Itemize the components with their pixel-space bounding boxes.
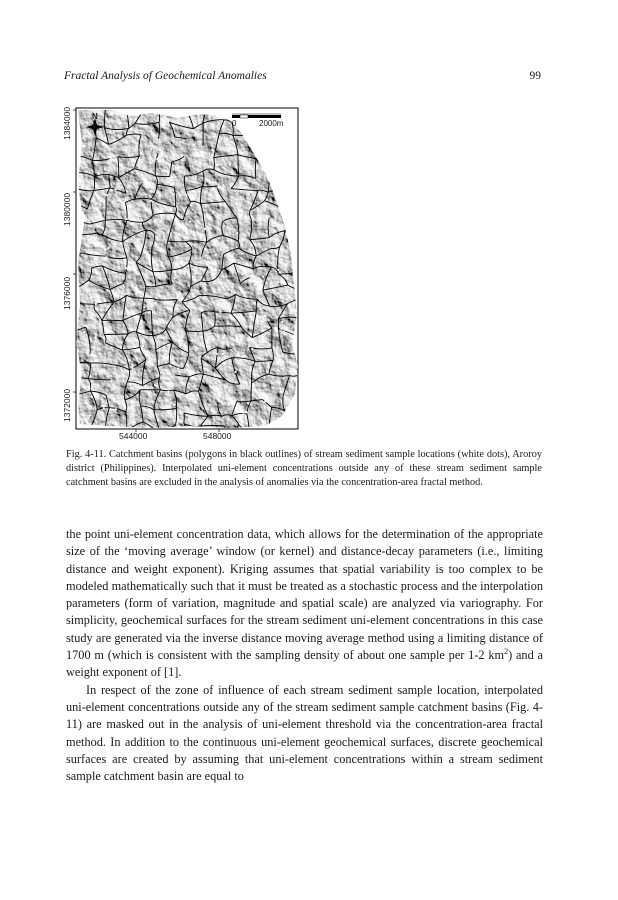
sample-dot	[216, 164, 218, 166]
sample-dot	[150, 162, 152, 164]
sample-dot	[83, 145, 85, 147]
sample-dot	[113, 131, 115, 133]
sample-dot	[156, 158, 158, 160]
sample-dot	[281, 258, 283, 260]
sample-dot	[277, 281, 279, 283]
page-header	[64, 70, 541, 86]
sample-dot	[211, 155, 213, 157]
sample-dot	[105, 256, 107, 258]
sample-dot	[94, 337, 96, 339]
sample-dot	[89, 414, 91, 416]
sample-dot	[222, 353, 224, 355]
sample-dot	[150, 200, 152, 202]
sample-dot	[204, 287, 206, 289]
sample-dot	[236, 232, 238, 234]
sample-dot	[245, 411, 247, 413]
sample-dot	[228, 288, 230, 290]
sample-dot	[272, 290, 274, 292]
sample-dot	[142, 345, 144, 347]
sample-dot	[217, 186, 219, 188]
sample-dot	[90, 297, 92, 299]
sample-dot	[194, 385, 196, 387]
sample-dot	[101, 405, 103, 407]
sample-dot	[148, 182, 150, 184]
sample-dot	[154, 384, 156, 386]
paragraph-1-end: ) and a weight exponent of [1].	[66, 648, 543, 680]
sample-dot	[110, 156, 112, 158]
sample-dot	[194, 400, 196, 402]
sample-dot	[161, 170, 163, 172]
sample-dot	[143, 306, 145, 308]
sample-dot	[193, 144, 195, 146]
sample-dot	[90, 396, 92, 398]
sample-dot	[180, 318, 182, 320]
sample-dot	[280, 328, 282, 330]
scale-end-label: 2000m	[259, 119, 284, 128]
sample-dot	[115, 408, 117, 410]
paragraph-1-text: the point uni-element concentration data, which allows for the determination of the appropriate size of the ‘moving average’ window (or kernel) and distance-decay parameters (i.e., limiting distance and weight exponent). Kriging assumes that spatial variability is too complex to be modeled mathematically such that it must be treated as a stochastic process and the interpolation parameters (form of variation, magnitude and spatial scale) are analyzed via variography. For simplicity, geochemical surfaces for the stream sediment uni-element concentrations in this case study are generated via the inverse distance moving average method using a limiting distance of 1700 m (which is consistent with the sampling density of about one sample per 1-2 km	[66, 527, 543, 663]
sample-dot	[235, 381, 237, 383]
sample-dot	[262, 276, 264, 278]
sample-dot	[82, 187, 84, 189]
sample-dot	[131, 377, 133, 379]
paragraph-1	[66, 526, 543, 682]
sample-dot	[104, 168, 106, 170]
sample-dot	[239, 335, 241, 337]
sample-dot	[283, 377, 285, 379]
sample-dot	[107, 247, 109, 249]
sample-dot	[235, 371, 237, 373]
sample-dot	[251, 348, 253, 350]
sample-dot	[216, 239, 218, 241]
sample-dot	[125, 218, 127, 220]
sample-dot	[93, 346, 95, 348]
sample-dot	[114, 188, 116, 190]
sample-dot	[95, 303, 97, 305]
sample-dot	[226, 138, 228, 140]
y-tick-label: 1376000	[62, 276, 72, 310]
y-tick-label: 1384000	[62, 106, 72, 140]
y-tick-label: 1372000	[62, 388, 72, 422]
sample-dot	[215, 254, 217, 256]
figure-catchment-map	[60, 104, 320, 444]
sample-dot	[150, 148, 152, 150]
sample-dot	[83, 331, 85, 333]
sample-dot	[168, 391, 170, 393]
sample-dot	[239, 216, 241, 218]
sample-dot	[131, 367, 133, 369]
sample-dot	[228, 403, 230, 405]
sample-dot	[148, 255, 150, 257]
sample-dot	[106, 194, 108, 196]
sample-dot	[281, 321, 283, 323]
sample-dot	[219, 311, 221, 313]
y-tick-label: 1380000	[62, 192, 72, 226]
sample-dot	[283, 330, 285, 332]
superscript: 2	[504, 646, 509, 656]
sample-dot	[249, 248, 251, 250]
sample-dot	[284, 333, 286, 335]
sample-dot	[150, 190, 152, 192]
sample-dot	[159, 141, 161, 143]
sample-dot	[90, 405, 92, 407]
sample-dot	[235, 358, 237, 360]
figure-caption: Fig. 4-11. Catchment basins (polygons in black outlines) of stream sediment sample locations (white dots), Aroroy district (Philippines). Interpolated uni-element concentrations outside any of these stream sediment sample catchment basins are excluded in the analysis of anomalies via the concentration-area fractal method.	[66, 449, 542, 488]
scale-start-label: 0	[232, 119, 237, 128]
sample-dot	[290, 340, 292, 342]
sample-dot	[280, 391, 282, 393]
running-title: Fractal Analysis of Geochemical Anomalies	[64, 70, 267, 82]
sample-dot	[208, 404, 210, 406]
sample-dot	[190, 204, 192, 206]
north-label: N	[92, 112, 98, 121]
x-tick-label: 544000	[119, 431, 148, 441]
sample-dot	[154, 302, 156, 304]
sample-dot	[177, 367, 179, 369]
sample-dot	[99, 204, 101, 206]
sample-dot	[243, 355, 245, 357]
sample-dot	[125, 267, 127, 269]
sample-dot	[247, 201, 249, 203]
sample-dot	[254, 284, 256, 286]
sample-dot	[104, 249, 106, 251]
sample-dot	[248, 345, 250, 347]
sample-dot	[204, 228, 206, 230]
sample-dot	[286, 298, 288, 300]
sample-dot	[128, 185, 130, 187]
sample-dot	[103, 408, 105, 410]
sample-dot	[169, 365, 171, 367]
sample-dot	[211, 149, 213, 151]
sample-dot	[185, 194, 187, 196]
sample-dot	[277, 269, 279, 271]
sample-dot	[262, 336, 264, 338]
sample-dot	[104, 299, 106, 301]
sample-dot	[249, 191, 251, 193]
x-tick-label: 548000	[203, 431, 232, 441]
body-text	[66, 526, 543, 785]
sample-dot	[91, 387, 93, 389]
sample-dot	[227, 323, 229, 325]
sample-dot	[194, 273, 196, 275]
sample-dot	[173, 277, 175, 279]
paragraph-2: In respect of the zone of influence of each stream sediment sample location, interpolated uni-element concentrations outside any of the stream sediment sample catchment basins (Fig. 4-11) are masked out in the analysis of uni-element threshold via the concentration-area fractal method. In addition to the continuous uni-element geochemical surfaces, discrete geochemical surfaces are created by assuming that uni-element concentrations within a stream sediment sample catchment basin are equal to	[66, 682, 543, 784]
page-number: 99	[529, 70, 541, 82]
sample-dot	[277, 292, 279, 294]
sample-dot	[196, 347, 198, 349]
sample-dot	[164, 353, 166, 355]
sample-dot	[212, 211, 214, 213]
sample-dot	[87, 235, 89, 237]
sample-dot	[173, 404, 175, 406]
catchment-basin-map	[60, 104, 320, 444]
sample-dot	[113, 372, 115, 374]
sample-dot	[239, 359, 241, 361]
sample-dot	[242, 413, 244, 415]
sample-dot	[124, 259, 126, 261]
sample-dot	[109, 408, 111, 410]
sample-dot	[273, 225, 275, 227]
sample-dot	[189, 221, 191, 223]
sample-dot	[195, 176, 197, 178]
sample-dot	[264, 400, 266, 402]
sample-dot	[159, 320, 161, 322]
sample-dot	[119, 122, 121, 124]
sample-dot	[216, 353, 218, 355]
sample-dot	[264, 315, 266, 317]
sample-dot	[266, 230, 268, 232]
